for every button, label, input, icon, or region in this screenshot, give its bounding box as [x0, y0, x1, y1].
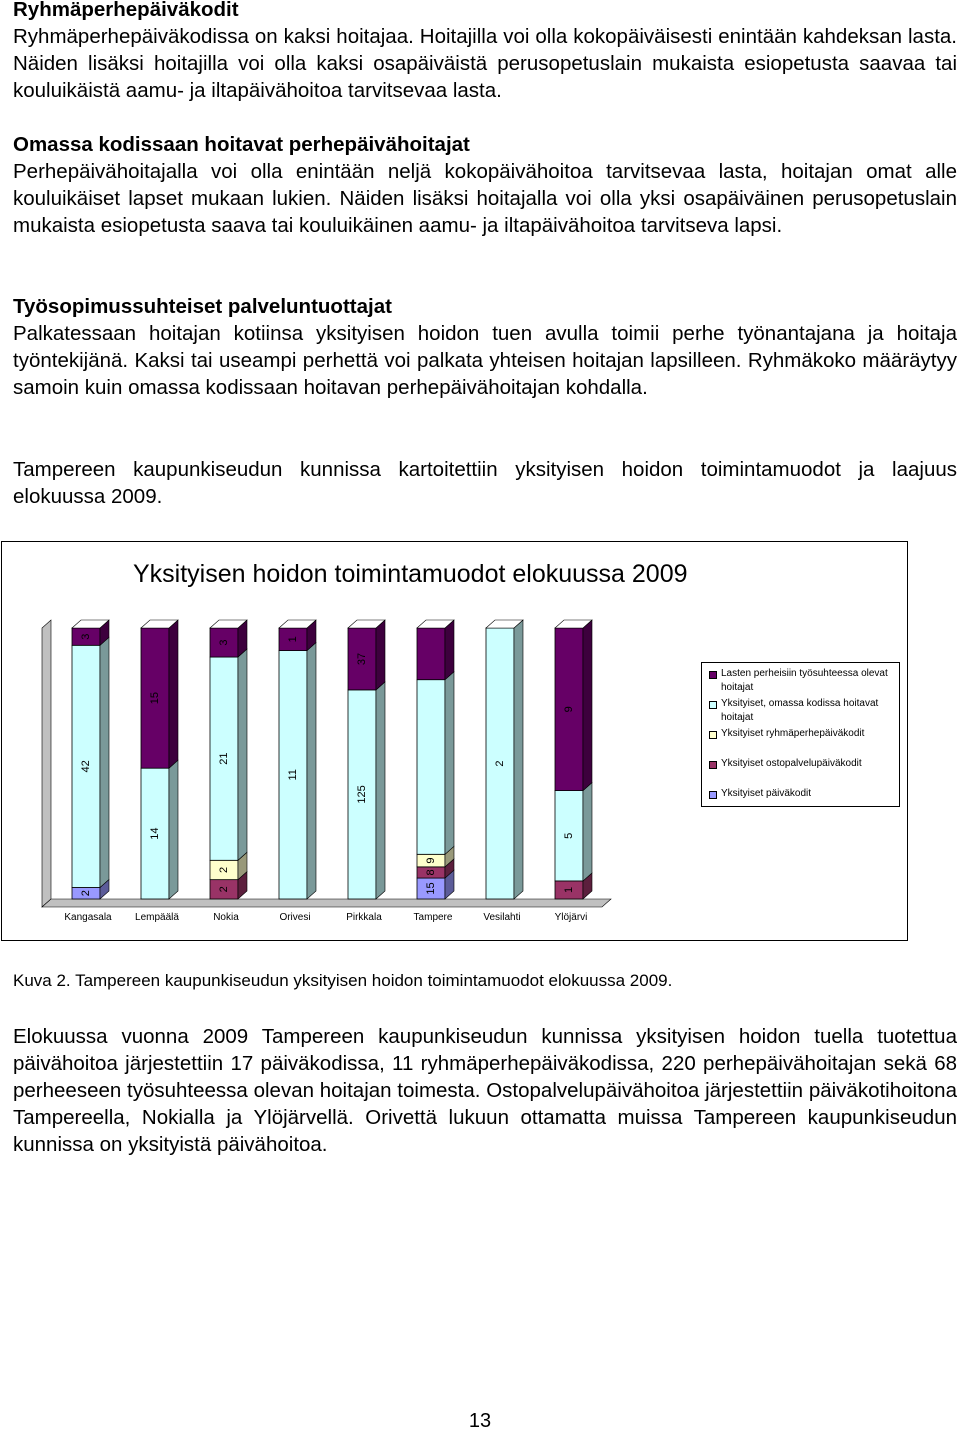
- chart-floor: [42, 899, 611, 907]
- legend-item: [709, 727, 894, 741]
- legend-swatch: [709, 791, 717, 799]
- legend-swatch: [709, 731, 717, 739]
- category-label: Vesilahti: [483, 912, 521, 923]
- legend-swatch: [709, 761, 717, 769]
- section-ryhmaperhepaivakodit: [13, 0, 957, 104]
- bar-segment-side: [376, 620, 385, 690]
- category-label: Pirkkala: [346, 912, 382, 923]
- legend-item: [709, 787, 894, 801]
- legend-label: Yksityiset ryhmäperhepäiväkodit: [721, 728, 865, 739]
- category-label: Tampere: [413, 912, 453, 923]
- category-label: Orivesi: [279, 912, 311, 923]
- legend-swatch: [709, 671, 717, 679]
- data-label: 5: [563, 832, 575, 839]
- section-closing: [13, 1023, 957, 1158]
- legend-item: [709, 667, 894, 695]
- section-kartoitus: [13, 456, 957, 510]
- bar-segment-side: [445, 620, 454, 680]
- legend-label: Yksityiset, omassa kodissa hoitavat hoitajat: [721, 698, 879, 723]
- category-label: Ylöjärvi: [554, 912, 588, 923]
- data-label: 9: [563, 706, 575, 713]
- data-label: 2: [218, 886, 230, 893]
- chart-legend: [701, 662, 900, 807]
- closing-text: Elokuussa vuonna 2009 Tampereen kaupunkiseudun kunnissa yksityisen hoidon tuella tuotettua päivähoitoa järjestettiin 17 päiväkodissa, 11 ryhmäperhepäiväkodissa, 220 perhepäivähoitajan sekä 68 perheeseen työsuhteessa olevan hoitajan toimesta. Ostopalvelupäivähoitoa järjestettiin päiväkotihoitona Tampereella, Nokialla ja Ylöjärvellä. Orivettä lukuun ottamatta muissa Tampereen kaupunkiseudun kunnissa on yksityistä päivähoitoa.: [13, 1025, 957, 1156]
- category-label: Nokia: [213, 912, 239, 923]
- bar-segment-side: [514, 620, 523, 899]
- bar-segment-side: [583, 620, 592, 791]
- legend-item: [709, 697, 894, 725]
- bar-segment: [417, 628, 445, 680]
- data-label: 2: [494, 760, 506, 767]
- bar-segment-side: [583, 783, 592, 881]
- bar-segment-side: [445, 672, 454, 855]
- legend-label: Yksityiset ostopalvelupäiväkodit: [721, 758, 862, 769]
- data-label: 125: [356, 785, 368, 804]
- section-heading: Työsopimussuhteiset palveluntuottajat: [13, 295, 392, 318]
- data-label: 3: [80, 633, 92, 640]
- section-heading: Ryhmäperhepäiväkodit: [13, 0, 239, 21]
- bar-segment-side: [376, 682, 385, 899]
- data-label: 11: [287, 769, 299, 781]
- chart-title: Yksityisen hoidon toimintamuodot elokuussa 2009: [133, 560, 688, 588]
- bar-segment-side: [100, 637, 109, 887]
- data-label: 9: [425, 857, 437, 864]
- data-label: 15: [425, 882, 437, 895]
- section-text: Perhepäivähoitajalla voi olla enintään neljä kokopäivähoitoa tarvitsevaa lasta, hoitajan omat alle kouluikäiset lapset mukaan lukien. Näiden lisäksi hoitajalla voi olla yksi osapäiväinen perusopetuslain mukaista esiopetusta saava tai kouluikäinen aamu- ja iltapäivähoitoa tarvitseva lapsi.: [13, 160, 957, 237]
- section-perhepaivahoitajat: [13, 131, 957, 239]
- data-label: 37: [356, 652, 368, 666]
- figure-caption: Kuva 2. Tampereen kaupunkiseudun yksityisen hoidon toimintamuodot elokuussa 2009.: [13, 971, 673, 990]
- bar-segment-side: [238, 649, 247, 860]
- data-label: 1: [287, 636, 299, 643]
- bar-segment-side: [169, 620, 178, 768]
- category-label: Kangasala: [64, 912, 112, 923]
- data-label: 21: [218, 752, 230, 765]
- bar-segment-side: [307, 643, 316, 899]
- chart-side-wall: [42, 620, 51, 907]
- data-label: 3: [218, 639, 230, 646]
- data-label: 1: [563, 886, 575, 894]
- legend-label: Lasten perheisiin työsuhteessa olevat hoitajat: [721, 668, 888, 693]
- data-label: 8: [425, 869, 437, 876]
- section-text: Ryhmäperhepäiväkodissa on kaksi hoitajaa. Hoitajilla voi olla kokopäiväisesti enintään kahdeksan lasta. Näiden lisäksi hoitajilla voi olla kaksi osapäiväistä perusopetuslain mukaista esiopetusta saavaa tai kouluikäistä aamu- ja iltapäivähoitoa tarvitsevaa lasta.: [13, 25, 957, 102]
- section-heading: Omassa kodissaan hoitavat perhepäivähoitajat: [13, 133, 470, 156]
- data-label: 2: [80, 890, 92, 897]
- data-label: 2: [218, 866, 230, 874]
- data-label: 42: [80, 760, 92, 773]
- legend-label: Yksityiset päiväkodit: [721, 788, 812, 799]
- page-number: 13: [468, 1410, 492, 1432]
- section-text: Tampereen kaupunkiseudun kunnissa kartoitettiin yksityisen hoidon toimintamuodot ja laajuus elokuussa 2009.: [13, 458, 957, 508]
- bar-segment-side: [169, 760, 178, 899]
- category-label: Lempäälä: [135, 912, 179, 923]
- data-label: 14: [149, 827, 161, 840]
- legend-item: [709, 757, 894, 771]
- section-tyosopimussuhteiset: [13, 293, 957, 401]
- bar-segment: [417, 680, 445, 855]
- section-text: Palkatessaan hoitajan kotiinsa yksityisen hoidon tuen avulla toimii perhe työnantajana ja hoitaja työntekijänä. Kaksi tai useampi perhettä voi palkata yhteisen hoitajan lapsilleen. Ryhmäkoko määräytyy samoin kuin omassa kodissaan hoitavan perhepäivähoitajan kohdalla.: [13, 322, 957, 399]
- legend-swatch: [709, 701, 717, 709]
- data-label: 15: [149, 691, 161, 705]
